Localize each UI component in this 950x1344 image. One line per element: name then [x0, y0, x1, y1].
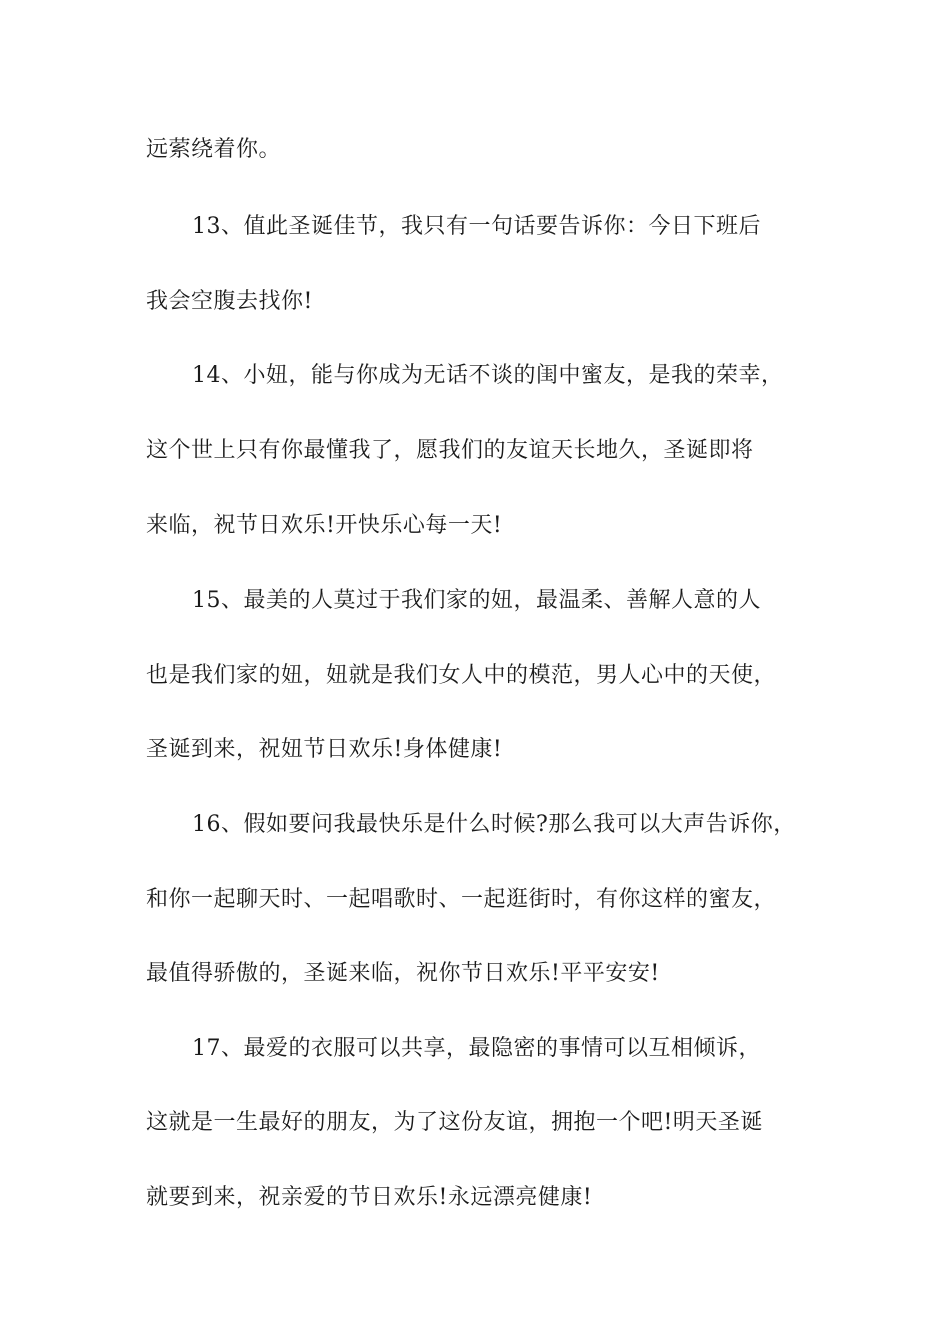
text-line: 就要到来，祝亲爱的节日欢乐!永远漂亮健康! — [146, 1185, 593, 1210]
paragraph-14-line-1: 14、小妞，能与你成为无话不谈的闺中蜜友，是我的荣幸， — [192, 363, 784, 388]
text-line: 圣诞到来，祝妞节日欢乐!身体健康! — [146, 737, 503, 762]
paragraph-13-line-1: 13、值此圣诞佳节，我只有一句话要告诉你：今日下班后 — [192, 214, 761, 239]
text-line: 这个世上只有你最懂我了，愿我们的友谊天长地久，圣诞即将 — [146, 438, 754, 463]
text-line: 来临，祝节日欢乐!开快乐心每一天! — [146, 513, 503, 538]
text-line: 也是我们家的妞，妞就是我们女人中的模范，男人心中的天使， — [146, 663, 777, 688]
text-line: 我会空腹去找你! — [146, 289, 313, 314]
paragraph-17-line-1: 17、最爱的衣服可以共享，最隐密的事情可以互相倾诉， — [192, 1036, 761, 1061]
paragraph-15-line-1: 15、最美的人莫过于我们家的妞，最温柔、善解人意的人 — [192, 588, 761, 613]
text-line: 这就是一生最好的朋友，为了这份友谊，拥抱一个吧!明天圣诞 — [146, 1110, 763, 1135]
paragraph-16-line-1: 16、假如要问我最快乐是什么时候?那么我可以大声告诉你， — [192, 812, 796, 837]
text-line: 远萦绕着你。 — [146, 137, 282, 162]
text-line: 最值得骄傲的，圣诞来临，祝你节日欢乐!平平安安! — [146, 961, 660, 986]
text-line: 和你一起聊天时、一起唱歌时、一起逛街时，有你这样的蜜友， — [146, 887, 777, 912]
